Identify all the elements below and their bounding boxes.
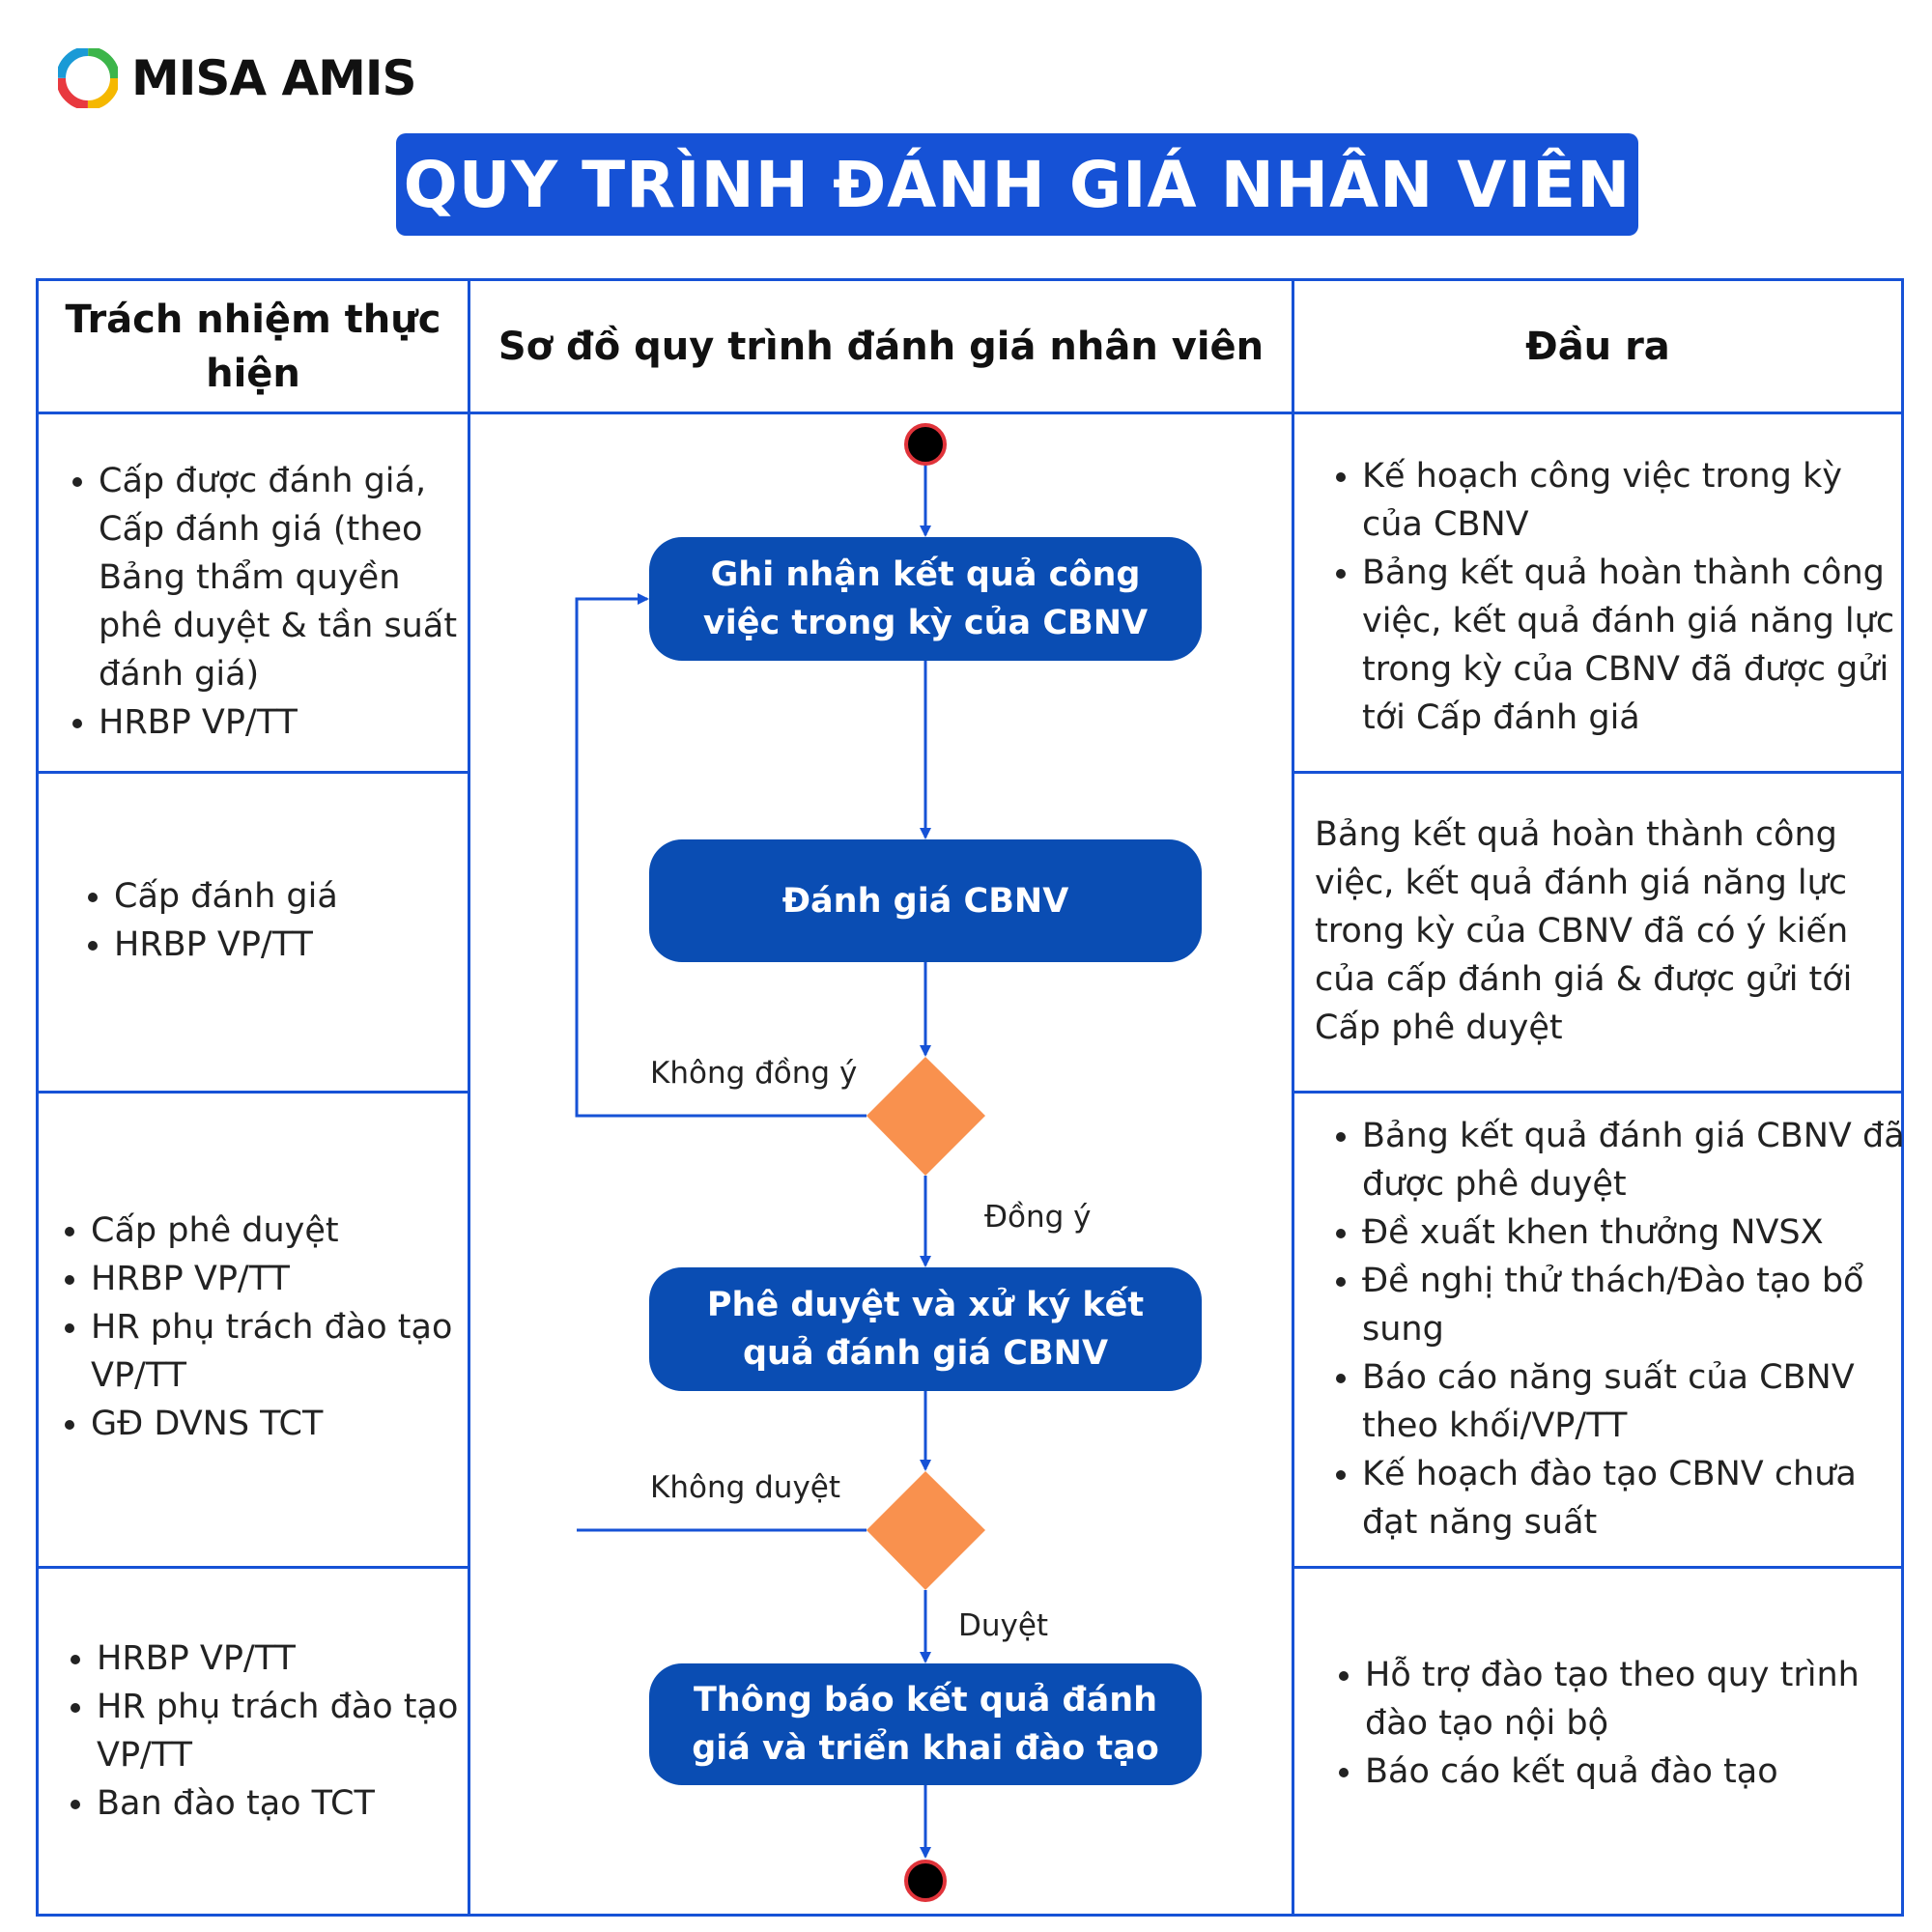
step-notify-train: Thông báo kết quả đánh giá và triển khai đào tạo (649, 1663, 1202, 1785)
list-item: • Đề nghị thử thách/Đào tạo bổ sung (1362, 1257, 1908, 1353)
decision-diamond-1 (867, 1057, 985, 1176)
label-agree: Đồng ý (984, 1200, 1092, 1235)
list-item: • Kế hoạch đào tạo CBNV chưa đạt năng suất (1362, 1450, 1908, 1547)
list-item: • Báo cáo năng suất của CBNV theo khối/VP/TT (1362, 1353, 1908, 1450)
list-item: • HR phụ trách đào tạo VP/TT (91, 1303, 466, 1400)
list-item: • Ban đào tạo TCT (97, 1779, 469, 1828)
label-reject: Không duyệt (650, 1470, 841, 1505)
step-evaluate: Đánh giá CBNV (649, 839, 1202, 962)
list-item: • HRBP VP/TT (91, 1255, 466, 1303)
list-item: • Cấp được đánh giá, Cấp đánh giá (theo Bảng thẩm quyền phê duyệt & tần suất đánh giá) (99, 457, 466, 698)
start-node (906, 425, 945, 464)
step-record-results: Ghi nhận kết quả công việc trong kỳ của CBNV (649, 537, 1202, 661)
decision-diamond-2 (867, 1471, 985, 1590)
list-item: • Kế hoạch công việc trong kỳ của CBNV (1362, 452, 1903, 549)
brand-name: MISA AMIS (131, 50, 416, 106)
header-output: Đầu ra (1525, 324, 1670, 369)
list-item: • Báo cáo kết quả đào tạo (1365, 1747, 1901, 1796)
list-item: • Bảng kết quả đánh giá CBNV đã được phê duyệt (1362, 1112, 1908, 1208)
list-item: • HRBP VP/TT (97, 1634, 469, 1683)
list-item: • HRBP VP/TT (99, 698, 466, 747)
label-approve: Duyệt (958, 1608, 1049, 1643)
end-node (906, 1861, 945, 1900)
header-responsibility: Trách nhiệm thực hiện (65, 297, 441, 396)
header-flowchart: Sơ đồ quy trình đánh giá nhân viên (497, 324, 1264, 369)
list-item: • Hỗ trợ đào tạo theo quy trình đào tạo nội bộ (1365, 1651, 1901, 1747)
step-approve: Phê duyệt và xử ký kết quả đánh giá CBNV (649, 1267, 1202, 1391)
list-item: • HRBP VP/TT (114, 921, 462, 969)
list-item: • Đề xuất khen thưởng NVSX (1362, 1208, 1908, 1257)
page-title: QUY TRÌNH ĐÁNH GIÁ NHÂN VIÊN (403, 147, 1632, 222)
list-item: • Bảng kết quả hoàn thành công việc, kết quả đánh giá năng lực trong kỳ của CBNV đã được gửi tới Cấp đánh giá (1362, 549, 1903, 742)
list-item: • HR phụ trách đào tạo VP/TT (97, 1683, 469, 1779)
list-item: • Cấp đánh giá (114, 872, 462, 921)
list-item: • GĐ DVNS TCT (91, 1400, 466, 1448)
label-disagree: Không đồng ý (650, 1056, 858, 1091)
output-cell-2: Bảng kết quả hoàn thành công việc, kết quả đánh giá năng lực trong kỳ của CBNV đã có ý kiến của cấp đánh giá & được gửi tới Cấp phê duyệt (1315, 815, 1853, 1047)
list-item: • Cấp phê duyệt (91, 1207, 466, 1255)
